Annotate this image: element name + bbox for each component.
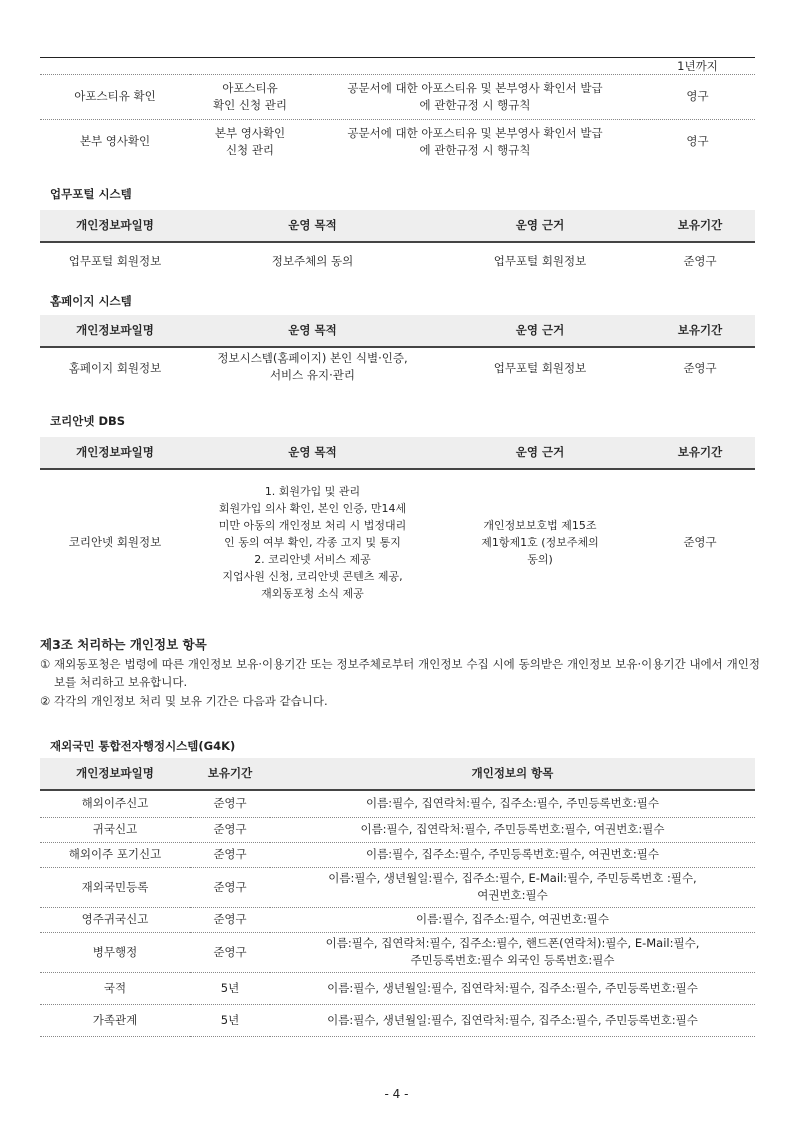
cell-items: 이름:필수, 집주소:필수, 주민등록번호:필수, 여권번호:필수 (270, 842, 755, 867)
table-header-row (40, 437, 755, 469)
header-basis: 운영 근거 (435, 437, 645, 469)
cell-period: 준영구 (683, 361, 717, 375)
cell-name: 귀국신고 (40, 817, 190, 842)
koreannet-table (40, 437, 755, 614)
cell-period: 5년 (190, 972, 270, 1004)
cell-name: 코리안넷 회원정보 (68, 534, 162, 549)
table-row (40, 59, 755, 74)
header-period: 보유기간 (645, 210, 755, 242)
cell-period: 준영구 (190, 932, 270, 972)
table-row (40, 119, 755, 164)
cell-period: 준영구 (190, 867, 270, 907)
cell-purpose: 본부 영사확인 신청 관리 (214, 125, 286, 157)
section-title-koreannet: 코리안넷 DBS (50, 414, 126, 428)
table-row (40, 817, 755, 842)
cell-name: 병무행정 (40, 932, 190, 972)
cell-purpose (190, 59, 310, 74)
table-row (40, 907, 755, 932)
cell-basis: 개인정보보호법 제15조 제1항제1호 (정보주체의 동의) (481, 518, 599, 566)
header-file-name: 개인정보파일명 (40, 210, 190, 242)
header-basis: 운영 근거 (435, 315, 645, 347)
item-text: 재외동포청은 법령에 따른 개인정보 보유·이용기간 또는 정보주체로부터 개인정보 수집 시에 동의받은 개인정보 보유·이용기간 내에서 개인정보를 처리하고 보유합니다. (54, 657, 760, 689)
header-basis: 운영 근거 (435, 210, 645, 242)
cell-basis: 업무포털 회원정보 (493, 361, 587, 375)
table-row (40, 842, 755, 867)
table-row (40, 867, 755, 907)
section-title-g4k: 재외국민 통합전자행정시스템(G4K) (50, 739, 236, 753)
cell-name: 본부 영사확인 (79, 134, 151, 149)
cell-name: 영주귀국신고 (40, 907, 190, 932)
header-purpose: 운영 목적 (190, 210, 435, 242)
header-file-name: 개인정보파일명 (40, 758, 190, 790)
cell-period: 영구 (686, 134, 709, 149)
cell-period: 준영구 (683, 254, 717, 268)
cell-name: 업무포털 회원정보 (68, 254, 162, 268)
section-title-portal: 업무포털 시스템 (50, 187, 132, 201)
cell-period: 준영구 (190, 907, 270, 932)
cell-purpose: 아포스티유 확인 신청 관리 (190, 74, 310, 119)
cell-items: 이름:필수, 집연락처:필수, 집주소:필수, 핸드폰(연락처):필수, E-Mail:필수, 주민등록번호:필수 외국인 등록번호:필수 (270, 932, 755, 972)
cell-name: 가족관계 (40, 1004, 190, 1036)
cell-period: 준영구 (190, 842, 270, 867)
cell-purpose: 정보시스템(홈페이지) 본인 식별·인증, 서비스 유지·관리 (217, 351, 408, 382)
top-rule (40, 57, 755, 58)
table-row (40, 469, 755, 614)
cell-basis: 공문서에 대한 아포스티유 및 본부영사 확인서 발급 에 관한규정 시 행규칙 (347, 125, 603, 157)
cell-period: 준영구 (683, 534, 717, 549)
cell-name: 홈페이지 회원정보 (68, 361, 162, 375)
cell-purpose: 1. 회원가입 및 관리 회원가입 의사 확인, 본인 인증, 만14세 미만 아동의 개인정보 처리 시 법정대리 인 동의 여부 확인, 각종 고지 및 통지 2. 코리안넷 서비스 제공 지업사원 신청, 코리안넷 콘텐츠 제공, 재외동포청 소식 제공 (218, 484, 407, 600)
cell-items: 이름:필수, 생년월일:필수, 집연락처:필수, 집주소:필수, 주민등록번호:필수 (270, 972, 755, 1004)
cell-name: 아포스티유 확인 (40, 74, 190, 119)
article-item (40, 692, 760, 710)
table-header-row (40, 315, 755, 347)
table-row (40, 1004, 755, 1036)
cell-items: 이름:필수, 집주소:필수, 여권번호:필수 (270, 907, 755, 932)
cell-name: 재외국민등록 (40, 867, 190, 907)
cell-name: 국적 (40, 972, 190, 1004)
header-period: 보유기간 (645, 437, 755, 469)
header-period: 보유기간 (645, 315, 755, 347)
article-item (40, 655, 760, 691)
cell-purpose: 정보주체의 동의 (271, 254, 354, 268)
portal-table (40, 210, 755, 280)
cell-period: 영구 (640, 74, 755, 119)
cell-items: 이름:필수, 집연락처:필수, 집주소:필수, 주민등록번호:필수 (270, 790, 755, 817)
cell-period: 5년 (190, 1004, 270, 1036)
g4k-table (40, 758, 755, 1037)
apostille-table (40, 59, 755, 164)
table-row (40, 972, 755, 1004)
cell-basis: 공문서에 대한 아포스티유 및 본부영사 확인서 발급 에 관한규정 시 행규칙 (310, 74, 640, 119)
cell-items: 이름:필수, 생년월일:필수, 집주소:필수, E-Mail:필수, 주민등록번호 :필수, 여권번호:필수 (270, 867, 755, 907)
item-text: 각각의 개인정보 처리 및 보유 기간은 다음과 같습니다. (54, 694, 328, 708)
table-row (40, 790, 755, 817)
cell-basis: 업무포털 회원정보 (493, 254, 587, 268)
header-items: 개인정보의 항목 (270, 758, 755, 790)
header-purpose: 운영 목적 (190, 315, 435, 347)
header-period: 보유기간 (190, 758, 270, 790)
header-file-name: 개인정보파일명 (40, 315, 190, 347)
table-row (40, 74, 755, 119)
page-number: - 4 - (384, 1087, 409, 1101)
table-row (40, 242, 755, 280)
cell-basis (310, 59, 640, 74)
cell-period: 준영구 (190, 817, 270, 842)
section-title-homepage: 홈페이지 시스템 (50, 294, 132, 308)
item-marker: ② (40, 694, 51, 708)
cell-name: 해외이주 포기신고 (40, 842, 190, 867)
cell-name (40, 59, 190, 74)
table-row (40, 347, 755, 389)
header-purpose: 운영 목적 (190, 437, 435, 469)
cell-items: 이름:필수, 생년월일:필수, 집연락처:필수, 집주소:필수, 주민등록번호:필수 (270, 1004, 755, 1036)
table-header-row (40, 758, 755, 790)
article-title: 제3조 처리하는 개인정보 항목 (40, 637, 207, 652)
cell-name: 해외이주신고 (40, 790, 190, 817)
header-file-name: 개인정보파일명 (40, 437, 190, 469)
table-header-row (40, 210, 755, 242)
cell-period: 1년까지 (640, 59, 755, 74)
table-row (40, 932, 755, 972)
item-marker: ① (40, 657, 51, 671)
homepage-table (40, 315, 755, 389)
cell-items: 이름:필수, 집연락처:필수, 주민등록번호:필수, 여권번호:필수 (270, 817, 755, 842)
cell-period: 준영구 (190, 790, 270, 817)
